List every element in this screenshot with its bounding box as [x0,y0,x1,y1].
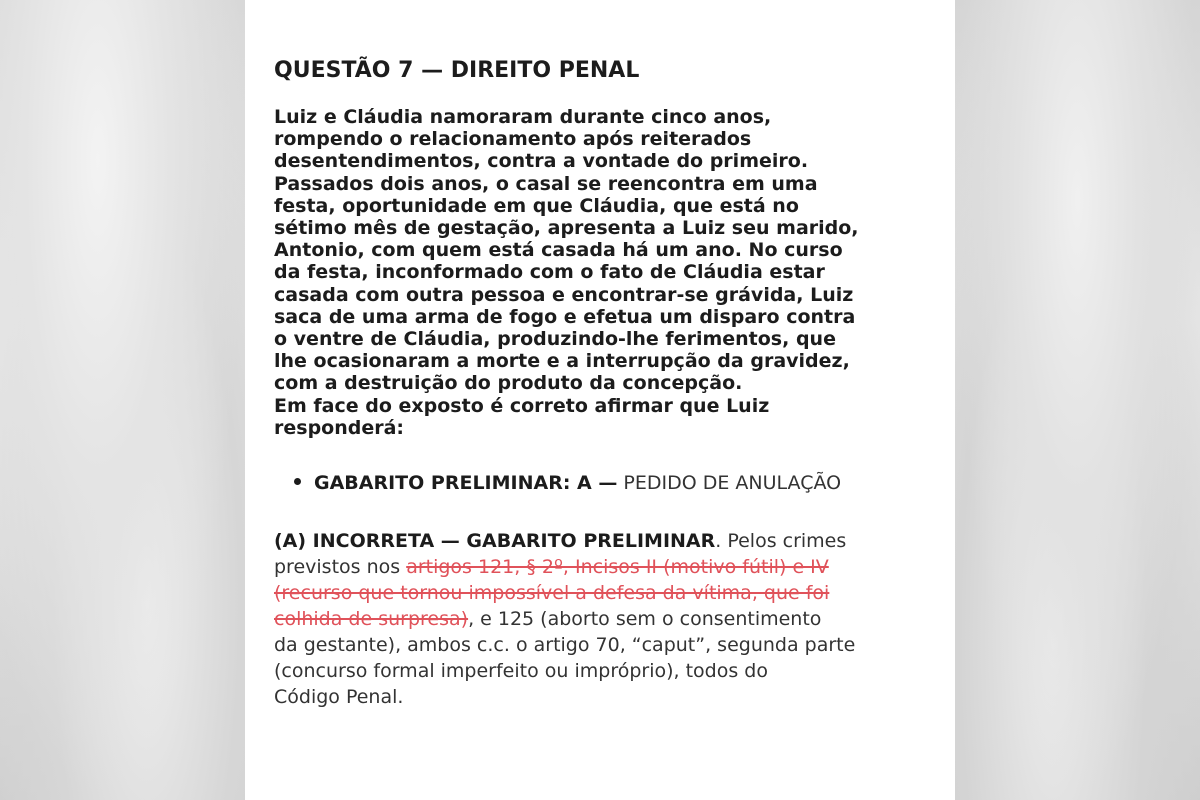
answer-line [274,606,944,632]
question-stem [274,106,944,439]
stem-line: Antonio, com quem está casada há um ano. No curso [274,239,843,262]
stem-line: com a destruição do produto da concepção. [274,372,743,395]
struck-through-text: (recurso que tornou impossível a defesa da vítima, que foi [274,582,830,605]
answer-line: (concurso formal imperfeito ou impróprio), todos do [274,660,768,683]
answer-text: previstos nos [274,556,407,579]
answer-text: , e 125 (aborto sem o consentimento [468,608,822,631]
answer-line: da gestante), ambos c.c. o artigo 70, “caput”, segunda parte [274,634,856,657]
stem-line: o ventre de Cláudia, produzindo-lhe ferimentos, que [274,328,836,351]
document-content [274,56,944,710]
stem-line: saca de uma arma de fogo e efetua um disparo contra [274,305,856,328]
stem-line: Luiz e Cláudia namoraram durante cinco anos, [274,106,772,128]
answer-text: . Pelos crimes [715,530,847,553]
bullet-bold-text: GABARITO PRELIMINAR: A — [314,472,618,495]
bullet-dot-icon [294,478,301,485]
answer-line [274,528,944,554]
stem-line: da festa, inconformado com o fato de Cláudia estar [274,261,825,284]
stem-line: Em face do exposto é correto afirmar que Luiz [274,394,770,417]
answer-explanation [274,528,944,710]
stem-line: desentendimentos, contra a vontade do primeiro. [274,150,809,173]
answer-line [274,554,944,580]
stem-line: Passados dois anos, o casal se reencontra em uma [274,172,818,195]
answer-line [274,580,944,606]
struck-through-text: colhida de surpresa) [274,608,469,631]
question-title: QUESTÃO 7 — DIREITO PENAL [274,58,640,83]
stem-line: casada com outra pessoa e encontrar-se grávida, Luiz [274,283,854,306]
answer-heading: (A) INCORRETA — GABARITO PRELIMINAR [274,530,716,553]
blurred-background-right [955,0,1200,800]
stem-line: rompendo o relacionamento após reiterados [274,128,752,151]
blurred-background-left [0,0,245,800]
stem-line: sétimo mês de gestação, apresenta a Luiz seu marido, [274,217,859,240]
bullet-normal-text: PEDIDO DE ANULAÇÃO [623,472,842,495]
document-page [245,0,955,800]
preliminary-answer-bullet [294,471,944,495]
stem-line: festa, oportunidade em que Cláudia, que está no [274,194,799,217]
stem-line: responderá: [274,416,405,439]
answer-line: Código Penal. [274,686,404,709]
stem-line: lhe ocasionaram a morte e a interrupção da gravidez, [274,350,850,373]
struck-through-text: artigos 121, § 2º, Incisos II (motivo fútil) e IV [406,556,829,579]
